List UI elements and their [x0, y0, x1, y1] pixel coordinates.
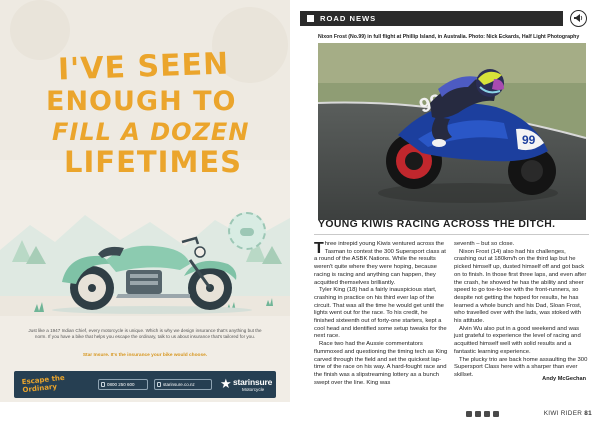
twitter-icon[interactable]: [484, 411, 490, 417]
website-pill[interactable]: [154, 379, 212, 390]
facebook-icon[interactable]: [466, 411, 472, 417]
page-bottom-margin: [0, 402, 290, 424]
youtube-icon[interactable]: [493, 411, 499, 417]
magazine-name: KIWI RIDER: [543, 410, 583, 417]
article-paragraph: Race two had the Aussie commentators flummoxed and questioning the timing tech as King carved through the field and set the quickest lap-time of the race on his way. A hard-fought race and the finish was a slipstreaming lottery as a bunch swept over the line. King was: [314, 341, 448, 386]
title-divider: [314, 234, 589, 235]
section-square-icon: [307, 15, 314, 22]
article-byline: Andy McGechan: [542, 376, 586, 382]
section-bar: [300, 11, 563, 26]
phone-pill[interactable]: [98, 379, 148, 390]
phone-number: 0800 250 600: [107, 382, 135, 387]
article-paragraph: [314, 241, 448, 287]
globe-icon: [157, 382, 161, 387]
ad-body-text: Just like a 1947 Indian Chief, every motorcycle is unique. Which is why we design insurance that's anything but the norm. If you have a bike that helps you escape the ordinary, talk to us about insurance that's tailored for you.: [28, 328, 262, 340]
folio: [512, 410, 592, 417]
ad-headline-line: LIFETIMES: [64, 145, 243, 179]
article-title: YOUNG KIWIS RACING ACROSS THE DITCH.: [318, 219, 556, 230]
article-paragraph: The plucky trio are back home assaulting the 300 Supersport Class here with a sharper than ever skillset.: [454, 356, 588, 378]
ad-headline: [46, 46, 256, 179]
section-header: [300, 10, 590, 28]
section-title: ROAD NEWS: [320, 14, 377, 23]
logo-sub: Motorcycle: [242, 387, 265, 392]
photo-caption: Nixon Frost (No.99) in full flight at Phillip Island, in Australia. Photo: Nick Eckards, Half Light Photography: [318, 34, 580, 40]
phone-icon: [101, 382, 105, 387]
ad-footer: [14, 371, 276, 398]
megaphone-icon: [570, 10, 587, 27]
ad-headline-line: ENOUGH TO: [46, 86, 237, 117]
article-paragraph: Tyler King (18) had a fairly inauspicious start, crashing in practice on his third ever lap of the circuit. That was all the time he would get until the lights went out for the race. To his credit, he finished sixteenth out of forty-one starters, kept a cool head and identified some setup tweaks for the next race.: [314, 287, 447, 340]
star-icon: ★: [220, 376, 232, 391]
instagram-icon[interactable]: [475, 411, 481, 417]
race-photo: [318, 43, 586, 220]
article-paragraph: Alvin Wu also put in a good weekend and was just grateful to experience the level of racing and acquitted himself well with solid results and a fantastic learning experience.: [454, 325, 581, 355]
ad-headline-line: FILL A DOZEN: [52, 118, 250, 146]
insurance-advertisement: [0, 0, 290, 424]
ad-headline-line: I'VE SEEN: [57, 46, 230, 88]
drop-cap: T: [314, 240, 324, 257]
starinsure-logo: [220, 376, 272, 394]
page-number: 81: [584, 410, 592, 417]
page-footer: [466, 410, 592, 420]
ad-tagline: Star Insure. It's the insurance your bike would choose.: [82, 353, 208, 358]
article-paragraph: seventh – but so close.: [454, 241, 515, 247]
bike-number-99: 99: [522, 133, 536, 147]
article-column-right: [454, 241, 588, 380]
vintage-motorcycle-illustration: [40, 230, 260, 315]
article-paragraph: Nixon Frost (14) also had his challenges, crashing out at 180km/h on the third lap but he picked himself up, dusted himself off and got back on to finish. In those first three laps, and even after the crash, he showed he has the ability and sheer speed to go toe-to-toe with the front-runners, so despite not getting the hoped for results, he has learned a whole bunch and his Dad, Sloan Frost, who travelled over with the lads, was stoked with his attitude.: [454, 248, 587, 325]
escape-the-ordinary-logo: Escape the Ordinary: [21, 373, 66, 395]
logo-brand: starinsure: [233, 377, 273, 387]
paragraph-text: hree intrepid young Kiwis ventured across the Tasman to contest the 300 Supersport class at a round of the ASBK Nations. While the results weren't quite where they were hoping, because racing is racing and anything can happen, they acquitted themselves brilliantly.: [314, 241, 446, 286]
article-column-left: [314, 241, 448, 387]
website-url: starinsure.co.nz: [163, 382, 195, 387]
